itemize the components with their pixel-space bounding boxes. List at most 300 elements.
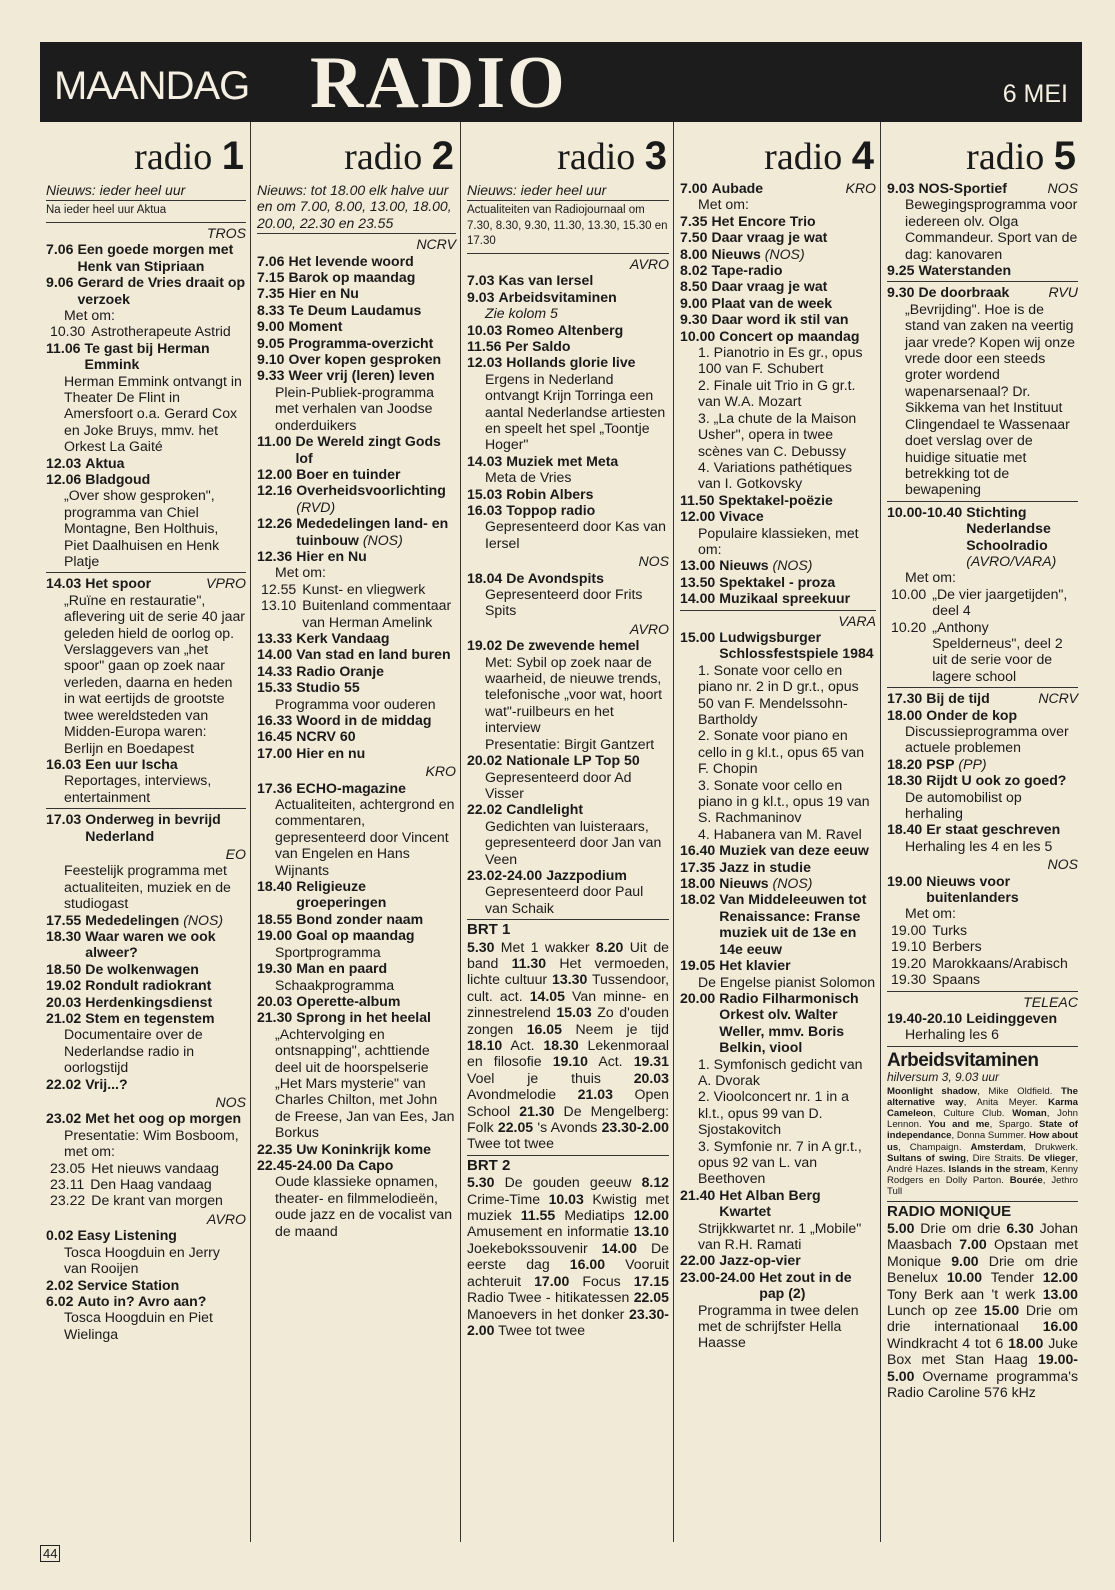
program-title-wrap [85, 1076, 246, 1092]
program-time: 19.02 [46, 977, 82, 994]
program-title-wrap [918, 284, 1078, 300]
program-description: Discussieprogramma over actuele problemen [905, 723, 1069, 756]
program-title: Robin Albers [506, 485, 594, 502]
segment-time: 10.00 [946, 1269, 983, 1286]
program-time: 9.33 [257, 367, 285, 384]
program-time: 19.40-20.10 [887, 1009, 963, 1026]
program-entry [257, 679, 456, 695]
segment-time: 11.30 [511, 954, 547, 971]
program-time: 6.02 [46, 1292, 74, 1309]
program-description: Feestelijk programma met actualiteiten, muziek en de studiogast [64, 862, 231, 912]
program-description: „Achtervolging en ontsnapping", achttiende deel uit de hoorspelserie „Het Mars mysterie" van Charles Chilton, met John de Freese, Jan van Ees, Jan Borkus [275, 1025, 455, 1141]
program-time: 16.33 [257, 712, 293, 728]
program-time: 8.50 [680, 278, 708, 295]
program-time: 21.30 [257, 1009, 293, 1026]
program-time: 14.03 [467, 452, 503, 469]
segment-time: 21.03 [577, 1086, 613, 1103]
program-description: Met om: [905, 905, 956, 922]
program-title: Het Encore Trio [711, 212, 816, 229]
program-entry [680, 295, 876, 311]
program-title-wrap [296, 927, 456, 943]
segment-time: 13.00 [1042, 1285, 1078, 1302]
radio-1-column [40, 122, 250, 1542]
program-entry [46, 928, 246, 961]
program-time: 12.00 [680, 508, 716, 525]
feature-subtitle: hilversum 3, 9.03 uur [887, 1070, 1000, 1085]
program-title-wrap [288, 253, 456, 269]
program-time: 18.50 [46, 960, 82, 977]
program-entry [46, 912, 246, 928]
program-title-wrap [85, 961, 246, 977]
program-time: 18.40 [257, 878, 293, 895]
program-title: De wolkenwagen [85, 960, 199, 977]
sub-item [887, 955, 1078, 971]
program-entry [257, 482, 456, 515]
program-time: 21.40 [680, 1186, 716, 1203]
program-title-wrap [296, 1009, 456, 1025]
segment-text: De Mengelberg: Folk [467, 1102, 669, 1136]
program-title-wrap [288, 367, 456, 383]
program-title: Vivace [719, 508, 764, 525]
program-time: 18.00 [887, 706, 923, 723]
program-title-wrap [926, 873, 1078, 906]
segment-text: Vooruit achteruit [467, 1256, 669, 1289]
program-title: Muziek met Meta [506, 452, 619, 469]
segment-time: 23.30-2.00 [467, 1305, 669, 1338]
program-title: Rondult radiokrant [85, 977, 212, 994]
sub-item-time: 23.05 [50, 1159, 86, 1176]
program-time: 22.00 [680, 1252, 716, 1269]
section-title: RADIO [310, 42, 567, 124]
program-description: Sportprogramma [275, 943, 381, 960]
segment-text: Lunch op zee [887, 1302, 984, 1318]
program-title: Da Capo [336, 1156, 394, 1173]
news-note: Nieuws: ieder heel uur [46, 180, 246, 201]
program-title-wrap [288, 351, 456, 367]
program-entry [887, 504, 1078, 570]
divider [680, 610, 876, 611]
program-description: Gepresenteerd door Frits Spits [485, 586, 643, 619]
program-entry [257, 318, 456, 334]
program-entry [257, 960, 456, 976]
segment-time: 7.00 [959, 1236, 987, 1253]
program-entry [467, 637, 669, 653]
program-title-wrap [296, 745, 456, 761]
program-title-wrap [719, 574, 876, 590]
date-label: 6 MEI [1002, 80, 1068, 108]
program-time: 10.00 [680, 327, 716, 344]
section-heading: BRT 1 [467, 921, 511, 939]
program-entry [46, 241, 246, 274]
program-title: Mededelingen land- en tuinbouw [296, 515, 449, 548]
sub-item-time: 10.30 [50, 323, 86, 340]
program-time: 13.00 [680, 557, 716, 574]
sub-item-time: 10.20 [891, 618, 927, 635]
program-title-wrap [926, 690, 1078, 706]
program-title: Stem en tegenstem [85, 1010, 215, 1026]
program-entry [46, 961, 246, 977]
column-title-number: 1 [221, 134, 244, 178]
program-description: „Over show gesproken", programma van Chiel Montagne, Ben Holthuis, Piet Daalhuisen en Henk Platje [64, 487, 220, 570]
program-description: Gedichten van luisteraars, gepresenteerd door Jan van Veen [485, 817, 662, 867]
sub-item [46, 1176, 246, 1192]
program-description: Gepresenteerd door Paul van Schaik [485, 883, 644, 916]
program-title-wrap [296, 482, 456, 515]
program-entry [680, 311, 876, 327]
program-entry [46, 1293, 246, 1309]
segment-time: 16.00 [569, 1256, 606, 1273]
program-title: Bladgoud [85, 471, 151, 487]
program-title-wrap [506, 752, 669, 768]
program-entry [257, 728, 456, 744]
program-description: Herhaling les 6 [905, 1026, 1000, 1043]
program-title: Concert op maandag [719, 327, 860, 344]
program-time: 20.03 [257, 992, 293, 1009]
program-entry [467, 338, 669, 354]
program-entry [467, 354, 669, 370]
program-title-wrap [288, 318, 456, 334]
program-entry [46, 1076, 246, 1092]
program-description: Met om: [64, 306, 115, 323]
segment-time: 6.30 [1006, 1219, 1034, 1236]
program-title-wrap [77, 274, 246, 307]
program-title: Nieuws [719, 875, 769, 892]
program-time: 15.00 [680, 628, 716, 645]
broadcaster-label: TELEAC [1023, 993, 1078, 1010]
sub-item [887, 586, 1078, 619]
program-title-wrap [288, 302, 456, 318]
program-title: Hier en Nu [288, 285, 359, 302]
sub-item-text: Buitenland commentaar van Herman Amelink [302, 597, 452, 630]
program-broadcaster: NOS [1047, 180, 1078, 196]
program-title: Uw Koninkrijk kome [296, 1140, 431, 1157]
segment-time: 19.00-5.00 [887, 1351, 1078, 1384]
program-entry [887, 1010, 1078, 1026]
program-broadcaster: (NOS) [772, 557, 813, 574]
segment-time: 20.03 [633, 1069, 669, 1086]
program-description: Strijkkwartet nr. 1 „Mobile" van R.H. Ramati [698, 1219, 862, 1252]
program-entry [680, 213, 876, 229]
program-title-wrap [85, 912, 246, 928]
program-broadcaster: KRO [845, 180, 876, 196]
sub-item-text: Berbers [932, 938, 982, 955]
segment-time: 14.00 [601, 1239, 637, 1256]
program-title: Een goede morgen met Henk van Stipriaan [77, 241, 234, 274]
program-title-wrap [296, 433, 457, 466]
program-time: 11.00 [257, 433, 292, 450]
program-title-wrap [85, 756, 246, 772]
radio-4-column [673, 122, 880, 1542]
sub-item-text: De krant van morgen [91, 1192, 223, 1209]
program-title: Radio Oranje [296, 662, 384, 679]
program-entry [887, 707, 1078, 723]
program-title: Een uur Ischa [85, 755, 178, 772]
artist-name: , André Hazes. [887, 1152, 1078, 1175]
artist-name: , Jethro Tull [887, 1175, 1078, 1198]
column-title [887, 122, 1078, 178]
program-title-wrap [711, 262, 876, 278]
segment-time: 15.03 [556, 1004, 592, 1021]
program-description: Ergens in Nederland ontvangt Krijn Torringa een aantal Nederlandse artiesten en speelt het spel „Toontje Hoger" [485, 370, 666, 453]
segment-time: 19.31 [633, 1053, 669, 1070]
program-entry [680, 508, 876, 524]
segment-time: 18.30 [543, 1037, 579, 1053]
column-title-number: 5 [1053, 134, 1076, 178]
radio-5-column [880, 122, 1082, 1542]
program-title: Aktua [85, 454, 125, 471]
news-subnote: Na ieder heel uur Aktua [46, 201, 246, 223]
sub-item-text: „Anthony Spelderneus", deel 2 uit de serie voor de lagere school [932, 618, 1063, 684]
segment-text: Twee tot twee [467, 1135, 554, 1152]
program-entry [887, 772, 1078, 788]
program-entry [257, 269, 456, 285]
program-description: 2. Sonate voor piano en cello in g kl.t., opus 65 van F. Chopin [698, 727, 865, 777]
divider [887, 281, 1078, 282]
news-note: Nieuws: ieder heel uur [467, 180, 669, 201]
program-title: Hier en Nu [296, 547, 367, 564]
program-title-wrap [719, 557, 876, 573]
program-title: Ludwigsburger Schlossfestspiele 1984 [719, 628, 874, 662]
segment-text: Van minne- en zinnestrelend [467, 987, 669, 1021]
column-title-number: 2 [431, 134, 454, 178]
artist-name: , Drukwerk. [1023, 1141, 1078, 1153]
program-time: 18.04 [467, 569, 503, 586]
program-entry [680, 180, 876, 196]
program-title-wrap [719, 590, 876, 606]
program-title-wrap [336, 1157, 456, 1173]
program-entry [887, 284, 1078, 300]
program-broadcaster: NCRV [1038, 690, 1078, 707]
sub-item-text: „De vier jaargetijden", deel 4 [932, 585, 1068, 619]
divider [887, 687, 1078, 688]
program-title: Nieuws [711, 245, 761, 262]
segment-time: 15.00 [983, 1302, 1020, 1318]
program-title: Radio Filharmonisch Orkest olv. Walter Weller, mmv. Boris Belkin, viool [719, 989, 859, 1056]
artist-name: , Dire Straits. [965, 1152, 1029, 1164]
program-time: 12.16 [257, 482, 293, 499]
program-entry [257, 285, 456, 301]
program-title-wrap [288, 285, 456, 301]
program-title: Het zout in de pap (2) [759, 1268, 852, 1302]
segment-time: 13.30 [552, 971, 588, 988]
broadcaster-label: AVRO [206, 1210, 246, 1227]
segment-time: 8.12 [641, 1174, 669, 1191]
sub-item-text: Kunst- en vliegwerk [302, 580, 426, 597]
sub-item-text: Het nieuws vandaag [91, 1159, 219, 1176]
program-entry [257, 335, 456, 351]
sub-item [46, 1160, 246, 1176]
column-title-word: radio [134, 136, 213, 178]
program-time: 12.26 [257, 515, 293, 532]
program-description: Plein-Publiek-programma met verhalen van Joodse onderduikers [275, 383, 435, 433]
program-title-wrap [719, 629, 876, 662]
program-title-wrap [296, 1141, 456, 1157]
program-title-wrap [85, 1010, 246, 1026]
program-description: Herman Emmink ontvangt in Theater De Flint in Amersfoort o.a. Gerard Cox en Joke Bruys, mmv. het Orkest La Gaité [64, 372, 242, 455]
program-title-wrap [926, 772, 1078, 788]
program-title: Barok op maandag [288, 269, 416, 286]
program-title: Nationale LP Top 50 [506, 752, 640, 769]
program-time: 18.55 [257, 910, 293, 927]
program-description: Met: Sybil op zoek naar de waarheid, de nieuwe trends, telefonische „voor wat, hoort wat"-ruilbeurs en het interview [485, 653, 663, 736]
program-time: 9.06 [46, 274, 74, 291]
program-description: „Bevrijding". Hoe is de stand van zaken na veertig jaar vrede? Kopen wij onze vrede door een steeds groter wordend wapenarsenaal? Dr. Sikkema van het Instituut Clingendael te Wassenaar doet verslag over de huidige situatie met betrekking tot de bewapening [905, 300, 1076, 498]
sub-item-time: 12.55 [261, 580, 297, 597]
program-entry [257, 351, 456, 367]
radio-3-column [460, 122, 673, 1542]
column-title [467, 122, 669, 178]
program-time: 14.00 [680, 590, 716, 607]
program-entry [467, 289, 669, 305]
program-time: 11.50 [680, 491, 715, 508]
program-description: 4. Variations pathétiques van I. Gotkovsky [698, 458, 853, 492]
program-description: 1. Symfonisch gedicht van A. Dvorak [698, 1055, 863, 1088]
program-description: Presentatie: Wim Bosboom, met om: [64, 1126, 239, 1160]
playlist-feature [887, 1049, 1079, 1198]
column-title-number: 4 [851, 134, 874, 178]
program-time: 17.30 [887, 690, 923, 707]
program-description: 3. Symfonie nr. 7 in A gr.t., opus 92 van L. van Beethoven [698, 1137, 862, 1187]
sub-item-text: Astrotherapeute Astrid [91, 323, 231, 340]
program-time: 22.02 [467, 801, 503, 818]
program-title: De doorbraak [918, 284, 1010, 301]
program-title: Herdenkingsdienst [85, 993, 213, 1010]
program-title: Jazzpodium [546, 866, 627, 883]
program-title: Vrij...? [85, 1075, 128, 1092]
program-time: 9.00 [680, 294, 708, 311]
program-title-wrap [926, 756, 1078, 772]
program-time: 9.30 [887, 284, 915, 301]
program-title: Het Alban Berg Kwartet [719, 1186, 821, 1220]
segment-text: Opstaan met Monique [887, 1236, 1078, 1269]
program-title: Overheidsvoorlichting [296, 482, 446, 499]
program-entry [257, 630, 456, 646]
segment-text: Tony Berk aan 't werk [887, 1285, 1043, 1302]
program-entry [46, 1010, 246, 1026]
segment-text: Neem je tijd [562, 1020, 670, 1037]
program-time: 12.03 [467, 354, 503, 371]
program-title: De Wereld zingt Gods lof [295, 433, 441, 466]
program-time: 14.03 [46, 575, 82, 592]
program-title-wrap [711, 229, 876, 245]
segment-text: Radio Twee - hitikatessen [467, 1289, 634, 1306]
program-description: Met om: [905, 569, 956, 586]
program-time: 23.02 [46, 1110, 82, 1127]
program-time: 22.35 [257, 1140, 293, 1157]
program-time: 23.00-24.00 [680, 1268, 756, 1285]
program-title-wrap [296, 630, 456, 646]
program-entry [680, 842, 876, 858]
divider [467, 919, 669, 920]
program-title-wrap [719, 508, 876, 524]
program-title-wrap [506, 486, 669, 502]
program-entry [257, 878, 456, 911]
program-entry [467, 801, 669, 817]
program-entry [467, 752, 669, 768]
program-description: Schaakprogramma [275, 976, 395, 993]
sub-item-text: Den Haag vandaag [90, 1176, 212, 1193]
sub-item [46, 1192, 246, 1208]
program-title-wrap [296, 911, 456, 927]
segment-text: Drie om drie [914, 1219, 1007, 1236]
program-time: 2.02 [46, 1276, 74, 1293]
program-title: De Avondspits [506, 569, 604, 586]
section-heading: RADIO MONIQUE [887, 1202, 1012, 1220]
program-entry [887, 180, 1078, 196]
divider [887, 1046, 1078, 1047]
program-title-wrap [719, 492, 877, 508]
segment-text: De eerste dag [467, 1239, 669, 1273]
program-time: 9.00 [257, 318, 285, 335]
program-title: Het klavier [719, 957, 791, 974]
program-title-wrap [926, 707, 1078, 723]
segment-time: 13.10 [633, 1223, 669, 1240]
program-entry [257, 780, 456, 796]
program-title: Nieuws [719, 557, 769, 574]
program-entry [257, 367, 456, 383]
segment-text: Uit de band [467, 938, 670, 971]
program-description: 2. Finale uit Trio in G gr.t. van W.A. Mozart [698, 376, 856, 410]
program-title-wrap [296, 960, 456, 976]
program-entry [887, 821, 1078, 837]
program-title-wrap [966, 504, 1078, 570]
program-entry [46, 575, 246, 591]
segment-time: 17.00 [534, 1272, 570, 1289]
program-description: 1. Pianotrio in Es gr., opus 100 van F. Schubert [698, 344, 863, 377]
program-title-wrap [296, 646, 456, 662]
program-title: Programma-overzicht [288, 334, 434, 351]
program-entry [46, 756, 246, 772]
column-title-word: radio [966, 136, 1045, 178]
program-time: 12.00 [257, 465, 293, 482]
program-time: 18.02 [680, 891, 716, 908]
program-title: Onder de kop [926, 706, 1018, 723]
program-time: 18.30 [887, 772, 923, 789]
segment-text: Amusement en informatie [467, 1223, 634, 1240]
program-description: Herhaling les 4 en les 5 [905, 837, 1053, 854]
song-title: The alternative way [887, 1085, 1078, 1108]
program-description: Programma in twee delen met de schrijfster Hella Haasse [698, 1301, 859, 1351]
segment-text: Juke Box met Stan Haag [887, 1334, 1078, 1368]
program-title: Te Deum Laudamus [288, 301, 422, 318]
program-time: 22.45-24.00 [257, 1156, 333, 1173]
program-time: 17.55 [46, 911, 82, 928]
program-title: NCRV 60 [296, 728, 356, 745]
magazine-page [40, 42, 1082, 1562]
sub-item [46, 323, 246, 339]
program-title-wrap [506, 801, 669, 817]
program-time: 14.33 [257, 662, 293, 679]
artist-name: , Mike Oldfield. [977, 1085, 1061, 1097]
program-title: Hollands glorie live [506, 354, 636, 371]
program-time: 7.50 [680, 229, 708, 246]
divider [887, 1201, 1078, 1202]
segment-text: Twee tot twee [494, 1321, 586, 1338]
sub-item [887, 938, 1078, 954]
program-title-wrap [296, 712, 456, 728]
program-entry [257, 466, 456, 482]
program-time: 14.00 [257, 646, 293, 663]
segment-text: Joekebokssouvenir [467, 1239, 602, 1256]
program-title-wrap [296, 780, 456, 796]
program-title: Hier en nu [296, 744, 366, 761]
program-title-wrap [719, 859, 876, 875]
program-entry [680, 590, 876, 606]
program-time: 18.20 [887, 755, 923, 772]
program-title: Daar vraag je wat [711, 278, 828, 295]
artist-name: , Champaign. [898, 1141, 971, 1153]
song-title: How about us [887, 1130, 1078, 1153]
